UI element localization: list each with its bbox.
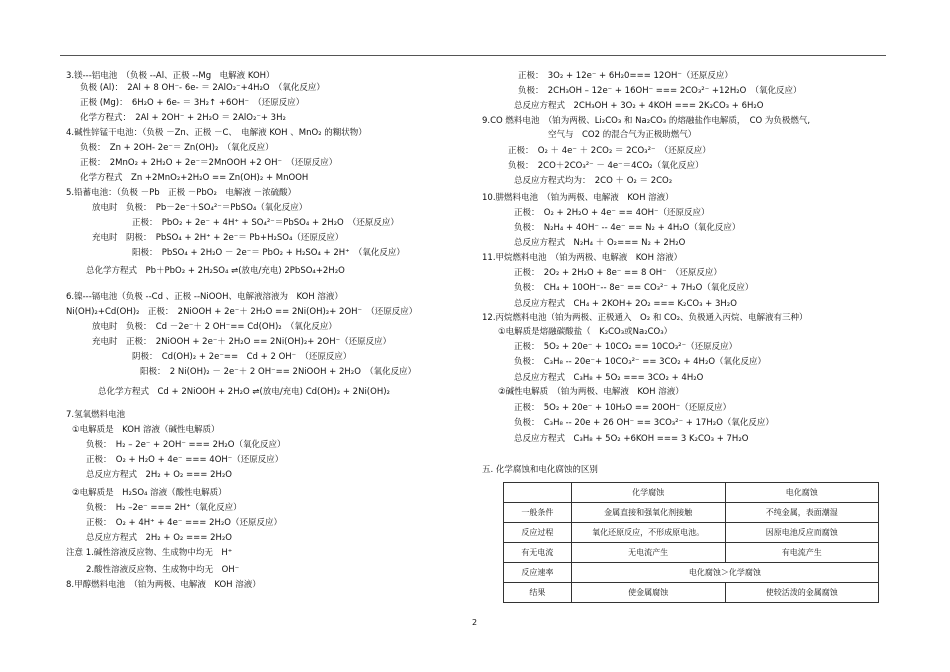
equation-line: 正极： 2MnO₂ + 2H₂O + 2e⁻＝2MnOOH +2 OH⁻ （还原反应） [80,158,338,168]
subsection-title: ①电解质是熔融碳酸盐（ K₂CO₃或Na₂CO₃） [498,327,673,337]
equation-line: 总反应方程式 2CH₃OH + 3O₂ + 4KOH === 2K₂CO₃ + 6H₂O [514,101,764,111]
equation-line: 负极： C₃H₈ -- 20e⁻+ 10CO₃²⁻ == 3CO₂ + 4H₂O（氧化反应） [514,357,767,367]
equation-line: 正极： PbO₂ + 2e⁻ + 4H⁺ + SO₄²⁻＝PbSO₄ + 2H₂O （还原反应） [132,218,399,228]
equation-line: Ni(OH)₂+Cd(OH)₂ 正极： 2NiOOH + 2e⁻＋ 2H₂O == 2Ni(OH)₂+ 2OH⁻ （还原反应） [66,307,418,317]
table-header-cell: 电化腐蚀 [725,483,878,503]
page-number: 2 [472,618,478,627]
section-6-title: 6.镍---镉电池（负极 --Cd 、正极 --NiOOH、电解液溶液为 KOH 溶液） [66,292,343,302]
equation-line: 放电时 负极： Pb－2e⁻＋SO₄²⁻＝PbSO₄（氧化反应） [92,203,308,213]
table-cell: 使金属腐蚀 [571,583,725,603]
table-row [504,523,879,543]
equation-line: 化学方程式 Zn +2MnO₂+2H₂O == Zn(OH)₂ + MnOOH [80,173,309,183]
equation-line: 负极： 2CH₃OH – 12e⁻ + 16OH⁻ === 2CO₃²⁻ +12H₂O （氧化反应） [518,86,802,96]
section-12-title: 12.丙烷燃料电池（铂为两极、正极通入 O₂ 和 CO₂、负极通入丙烷、电解液有三种） [482,313,808,323]
table-cell: 反应过程 [504,523,572,543]
equation-line: 正极： 5O₂ + 20e⁻ + 10H₂O == 20OH⁻（还原反应） [514,403,732,413]
table-cell: 有无电流 [504,543,572,563]
equation-line: 负极： 2CO＋2CO₃²⁻ － 4e⁻＝4CO₂（氧化反应） [508,161,704,171]
equation-line: 负极： Zn + 2OH- 2e⁻＝ Zn(OH)₂ （氧化反应） [80,143,274,153]
equation-line: 正极： 2O₂ + 2H₂O + 8e⁻ == 8 OH⁻ （还原反应） [514,268,722,278]
equation-line: 放电时 负极： Cd －2e⁻＋ 2 OH⁻== Cd(OH)₂ （氧化反应） [92,322,337,332]
table-cell: 无电流产生 [571,543,725,563]
section-9-title: 9.CO 燃料电池 （铂为两极、Li₂CO₃ 和 Na₂CO₃ 的熔融盐作电解质， CO 为负极燃气, [482,116,811,126]
equation-line: 负极： N₂H₄ + 4OH⁻ -- 4e⁻ == N₂ + 4H₂O（氧化反应） [514,223,741,233]
equation-line: 负极 (Al)： 2Al + 8 OH⁻- 6e- ＝ 2AlO₂⁻+4H₂O （氧化反应） [80,83,325,93]
equation-line: 总反应方程式 C₃H₈ + 5O₂ +6KOH === 3 K₂CO₃ + 7H₂O [514,434,749,444]
subsection-title: ②碱性电解质 （铂为两极、电解液 KOH 溶液） [498,387,684,397]
top-rule [60,55,886,56]
table-cell: 氧化还原反应，不形成原电池。 [571,523,725,543]
subsection-title: ①电解质是 KOH 溶液（碱性电解质） [72,425,220,435]
table-row [504,483,879,503]
equation-line: 化学方程式： 2Al + 2OH⁻ + 2H₂O ＝ 2AlO₂⁻+ 3H₂ [80,113,286,123]
table-cell: 因原电池反应而腐蚀 [725,523,878,543]
equation-line: 总反应方程式 2H₂ + O₂ === 2H₂O [86,470,232,480]
section-10-title: 10.肼燃料电池 （铂为两极、电解液 KOH 溶液） [482,193,674,203]
table-row [504,543,879,563]
section-7-title: 7.氢氧燃料电池 [66,410,126,420]
equation-line: 充电时 阴极： PbSO₄ + 2H⁺ + 2e⁻＝ Pb+H₂SO₄（还原反应） [92,233,344,243]
equation-line: 总反应方程式 C₃H₈ + 5O₂ === 3CO₂ + 4H₂O [514,373,704,383]
comparison-table [503,482,879,603]
table-cell: 有电流产生 [725,543,878,563]
table-cell: 反应速率 [504,563,572,583]
equation-line: 总反应方程式 2H₂ + O₂ === 2H₂O [86,533,232,543]
equation-line: 总化学方程式 Pb＋PbO₂ + 2H₂SO₄ ⇌(放电/充电) 2PbSO₄+2H₂O [86,266,345,276]
table-cell: 电化腐蚀＞化学腐蚀 [571,563,878,583]
section-5-title: 5.铅蓄电池：（负极 －Pb 正极 －PbO₂ 电解液 －浓硫酸） [66,188,297,198]
note-line: 2.酸性溶液反应物、生成物中均无 OH⁻ [86,565,240,575]
equation-line: 正极： O₂ + 2H₂O + 4e⁻ == 4OH⁻（还原反应） [514,208,710,218]
equation-line: 总化学方程式 Cd + 2NiOOH + 2H₂O ⇌(放电/充电) Cd(OH)₂ + 2Ni(OH)₂ [98,387,390,397]
equation-line: 正极： 5O₂ + 20e⁻ + 10CO₂ == 10CO₃²⁻（还原反应） [514,342,738,352]
equation-line: 阳极： 2 Ni(OH)₂ － 2e⁻＋ 2 OH⁻== 2NiOOH + 2H₂O （氧化反应） [140,367,417,377]
table-row [504,563,879,583]
section-9-note: 空气与 CO2 的混合气为正极助燃气） [548,130,697,140]
equation-line: 正极： 3O₂ + 12e⁻ + 6H₂0=== 12OH⁻（还原反应） [518,71,733,81]
table-header-cell: 化学腐蚀 [571,483,725,503]
table-cell [504,483,572,503]
equation-line: 正极： O₂ + H₂O + 4e⁻ === 4OH⁻（还原反应） [86,455,284,465]
table-cell: 结果 [504,583,572,603]
section-8-title: 8.甲醇燃料电池 （铂为两极、电解液 KOH 溶液） [66,580,261,590]
table-row [504,503,879,523]
table-cell: 使较活泼的金属腐蚀 [725,583,878,603]
section-3-title: 3.镁---铝电池 （负极 --Al、正极 --Mg 电解液 KOH） [66,71,275,81]
equation-line: 充电时 正极： 2NiOOH + 2e⁻＋ 2H₂O == 2Ni(OH)₂+ 2OH⁻（还原反应） [92,337,392,347]
equation-line: 负极： H₂ –2e⁻ === 2H⁺（氧化反应） [86,503,242,513]
section-11-title: 11.甲烷燃料电池 （铂为两极、电解液 KOH 溶液） [482,253,683,263]
note-line: 注意 1.碱性溶液反应物、生成物中均无 H⁺ [66,548,233,558]
section-4-title: 4.碱性锌锰干电池：（负极 －Zn、正极 －C、 电解液 KOH 、MnO₂ 的糊状物） [66,128,367,138]
table-cell: 一般条件 [504,503,572,523]
equation-line: 总反应方程式均为： 2CO ＋ O₂ ＝ 2CO₂ [514,176,673,186]
equation-line: 正极： O₂ + 4H⁺ + 4e⁻ === 2H₂O（还原反应） [86,518,282,528]
equation-line: 负极： CH₄ + 10OH⁻-- 8e⁻ == CO₃²⁻ + 7H₂O（氧化反应） [514,283,754,293]
table-cell: 金属直接和强氧化剂接触 [571,503,725,523]
equation-line: 正极 (Mg)： 6H₂O + 6e- ＝ 3H₂↑ +6OH⁻ （还原反应） [80,98,305,108]
equation-line: 正极： O₂ ＋ 4e⁻ ＋ 2CO₂ ＝ 2CO₃²⁻ （还原反应） [508,146,711,156]
comparison-title: 五. 化学腐蚀和电化腐蚀的区别 [482,465,598,475]
equation-line: 总反应方程式 N₂H₄ ＋ O₂=== N₂ + 2H₂O [514,238,686,248]
equation-line: 负极： H₂ – 2e⁻ + 2OH⁻ === 2H₂O（氧化反应） [86,440,286,450]
table-cell: 不纯金属，表面潮湿 [725,503,878,523]
equation-line: 阴极： Cd(OH)₂ + 2e⁻== Cd + 2 OH⁻ （还原反应） [132,352,352,362]
subsection-title: ②电解质是 H₂SO₄ 溶液（酸性电解质） [72,488,227,498]
table-row [504,583,879,603]
equation-line: 总反应方程式 CH₄ + 2KOH+ 2O₂ === K₂CO₃ + 3H₂O [514,299,737,309]
equation-line: 负极： C₃H₈ -- 20e + 26 OH⁻ == 3CO₃²⁻ + 17H₂O（氧化反应） [514,418,774,428]
equation-line: 阳极： PbSO₄ + 2H₂O － 2e⁻＝ PbO₂ + H₂SO₄ + 2H⁺ （氧化反应） [132,248,405,258]
